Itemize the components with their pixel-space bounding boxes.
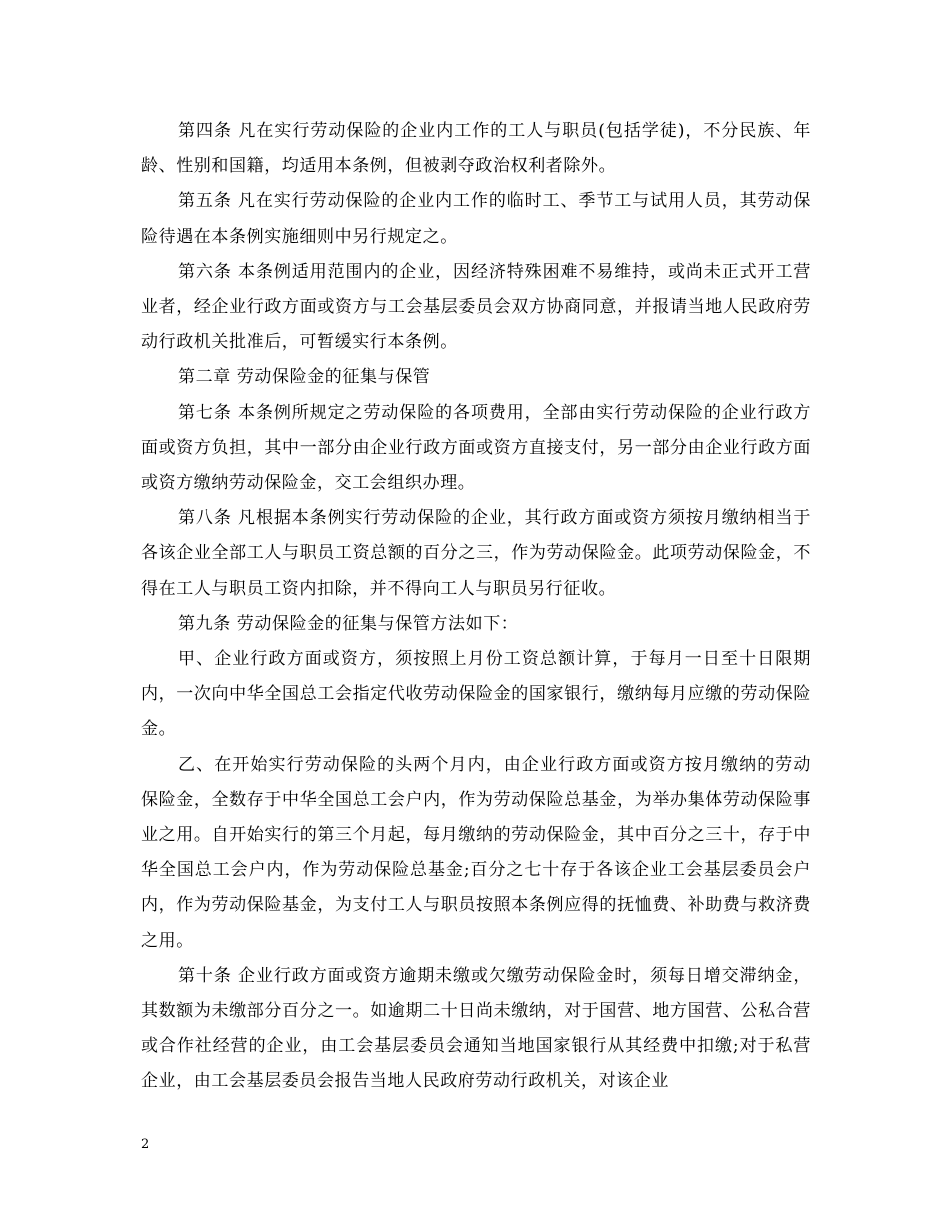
- chapter-heading: 第二章 劳动保险金的征集与保管: [178, 367, 431, 388]
- paragraph-item-jia: 甲、企业行政方面或资方，须按照上月份工资总额计算，于每月一日至十日限期内，一次向中华全国总工会指定代收劳动保险金的国家银行，缴纳每月应缴的劳动保险金。: [141, 649, 811, 740]
- paragraph-article-8: 第八条 凡根据本条例实行劳动保险的企业，其行政方面或资方须按月缴纳相当于各该企业全部工人与职员工资总额的百分之三，作为劳动保险金。此项劳动保险金，不得在工人与职员工资内扣除，并不得向工人与职员另行征收。: [141, 508, 811, 599]
- paragraph-article-5: 第五条 凡在实行劳动保险的企业内工作的临时工、季节工与试用人员，其劳动保险待遇在本条例实施细则中另行规定之。: [141, 191, 811, 247]
- page-number: 2: [141, 1137, 150, 1152]
- paragraph-article-9: 第九条 劳动保险金的征集与保管方法如下：: [178, 613, 519, 634]
- paragraph-article-6: 第六条 本条例适用范围内的企业，因经济特殊困难不易维持，或尚未正式开工营业者，经企业行政方面或资方与工会基层委员会双方协商同意，并报请当地人民政府劳动行政机关批准后，可暂缓实行本条例。: [141, 261, 811, 353]
- document-body: [141, 114, 811, 1100]
- paragraph-article-4: 第四条 凡在实行劳动保险的企业内工作的工人与职员(包括学徒)，不分民族、年龄、性别和国籍，均适用本条例，但被剥夺政治权利者除外。: [141, 121, 811, 177]
- paragraph-article-7: 第七条 本条例所规定之劳动保险的各项费用，全部由实行劳动保险的企业行政方面或资方负担，其中一部分由企业行政方面或资方直接支付，另一部分由企业行政方面或资方缴纳劳动保险金，交工会组织办理。: [141, 402, 811, 494]
- paragraph-article-10: 第十条 企业行政方面或资方逾期未缴或欠缴劳动保险金时，须每日增交滞纳金，其数额为未缴部分百分之一。如逾期二十日尚未缴纳，对于国营、地方国营、公私合营或合作社经营的企业，由工会基层委员会通知当地国家银行从其经费中扣缴;对于私营企业，由工会基层委员会报告当地人民政府劳动行政机关，对该企业: [141, 965, 811, 1092]
- paragraph-item-yi: 乙、在开始实行劳动保险的头两个月内，由企业行政方面或资方按月缴纳的劳动保险金，全数存于中华全国总工会户内，作为劳动保险总基金，为举办集体劳动保险事业之用。自开始实行的第三个月起，每月缴纳的劳动保险金，其中百分之三十，存于中华全国总工会户内，作为劳动保险总基金;百分之七十存于各该企业工会基层委员会户内，作为劳动保险基金，为支付工人与职员按照本条例应得的抚恤费、补助费与救济费之用。: [141, 754, 811, 951]
